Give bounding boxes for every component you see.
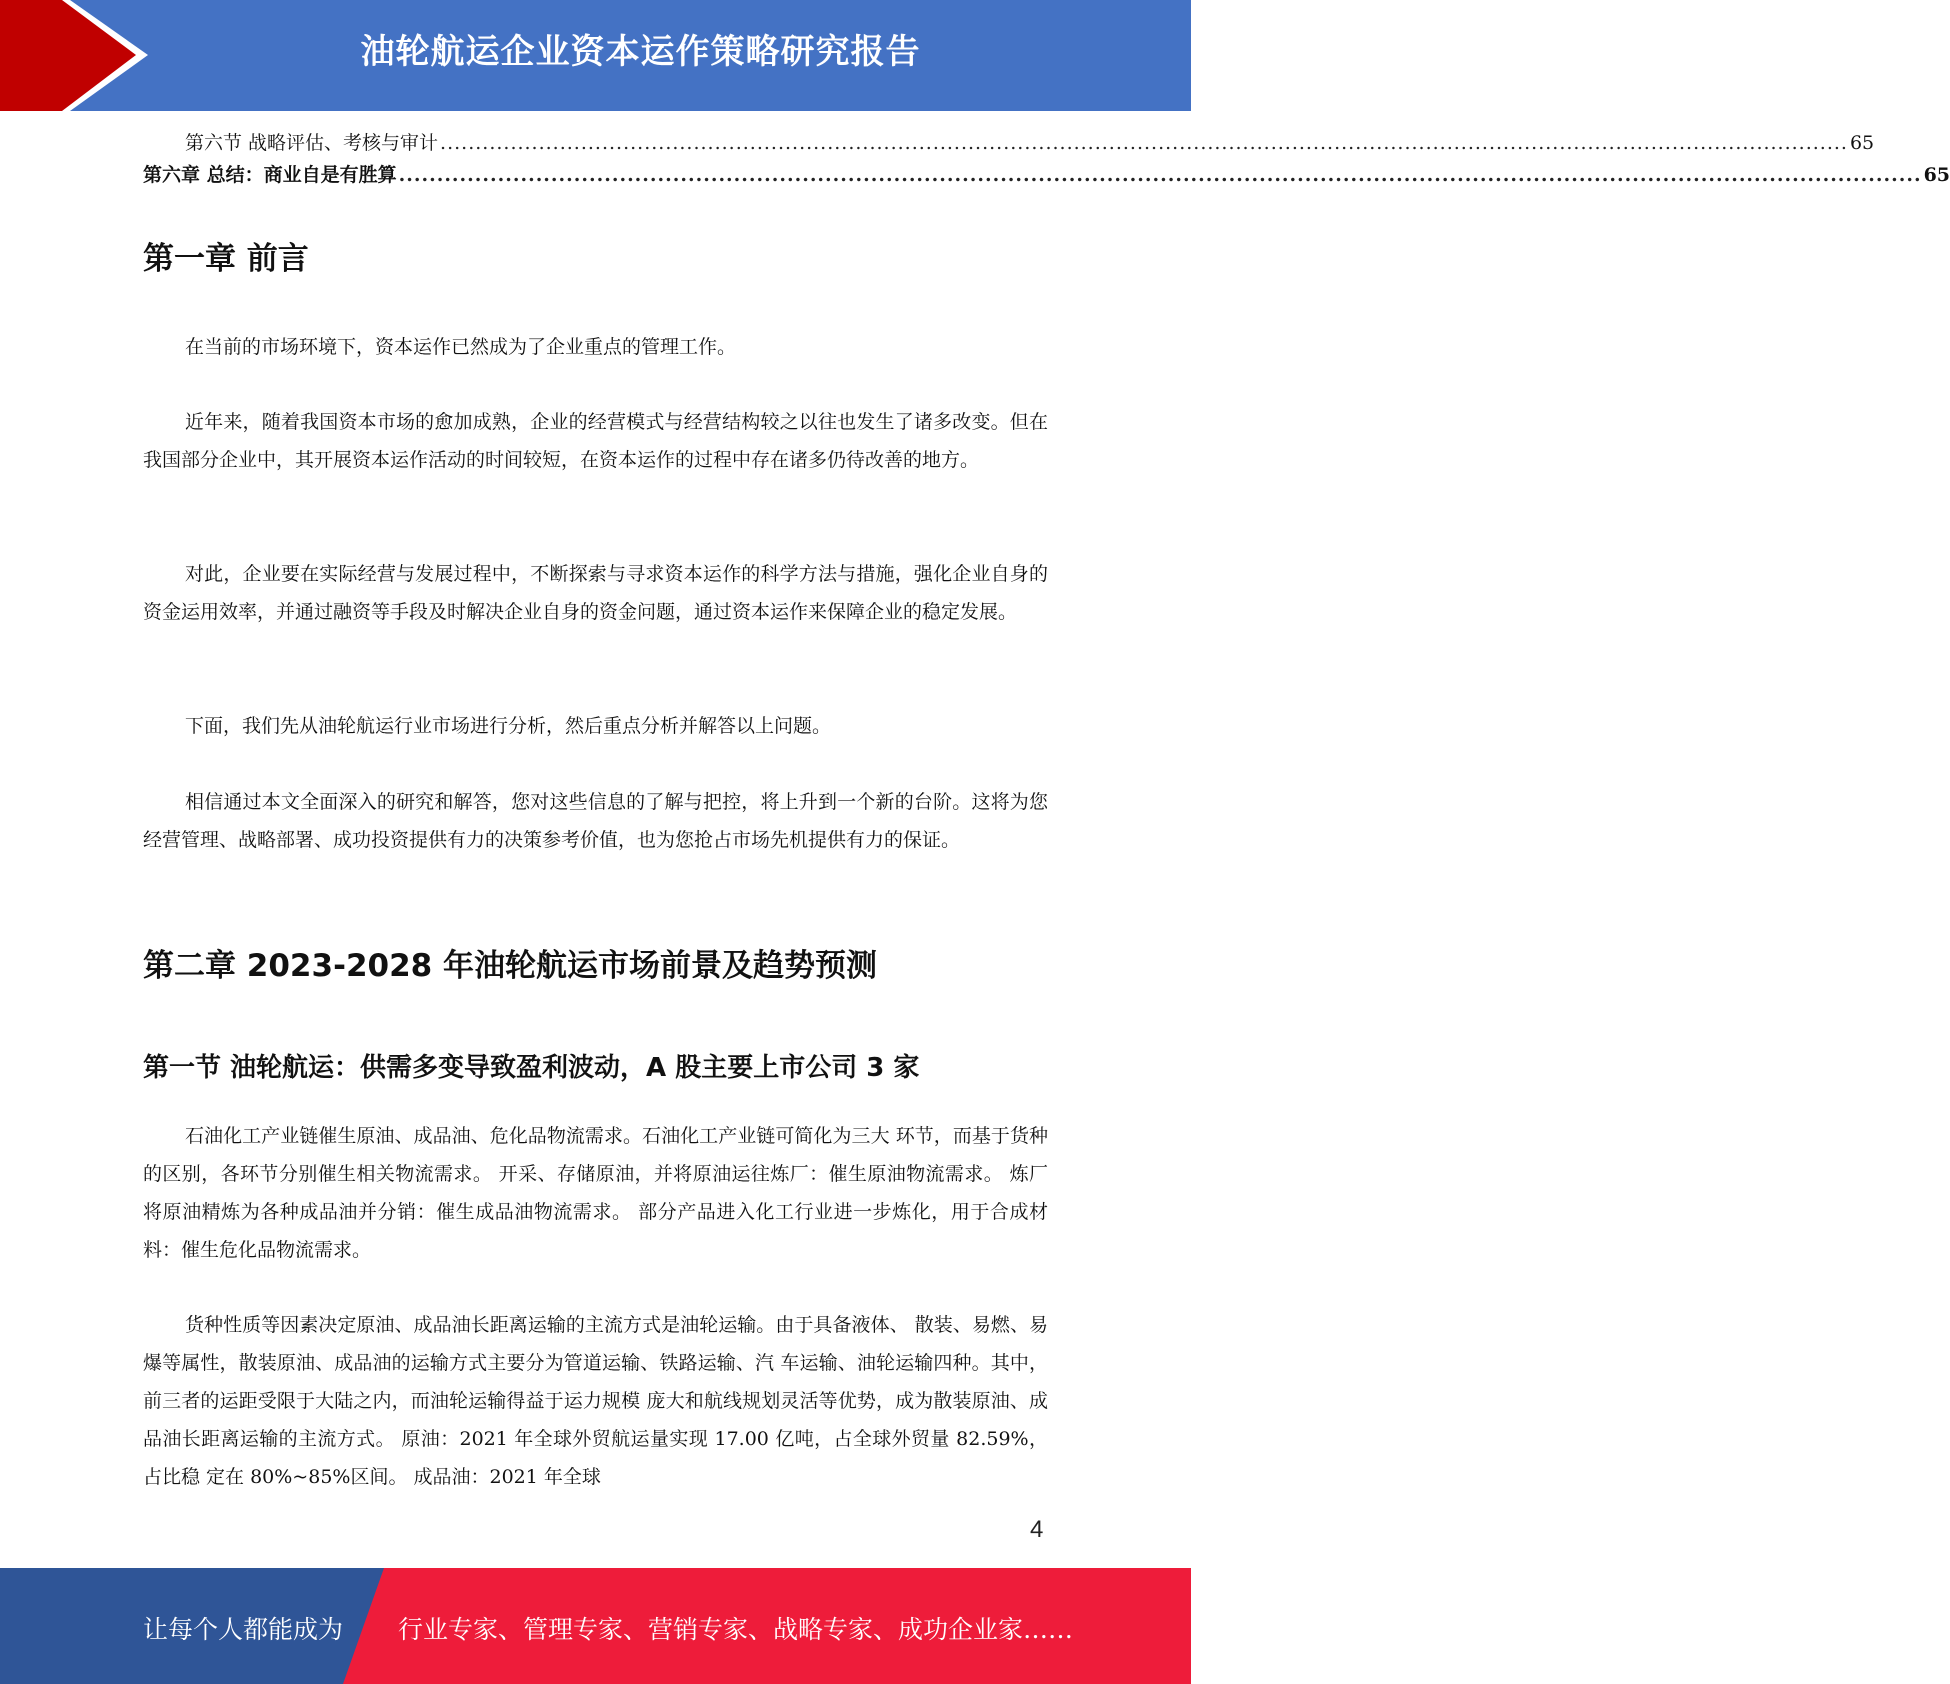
- paragraph: 在当前的市场环境下，资本运作已然成为了企业重点的管理工作。: [185, 336, 737, 358]
- paragraph: 对此，企业要在实际经营与发展过程中，不断探索与寻求资本运作的科学方法与措施，强化企业自身的资金运用效率，并通过融资等手段及时解决企业自身的资金问题，通过资本运作来保障企业的稳定发展。: [143, 563, 1048, 623]
- toc-entry-label: 第六章 总结：商业自是有胜算: [143, 164, 397, 186]
- toc-entry-page: 65: [1849, 132, 1875, 154]
- paragraph: 相信通过本文全面深入的研究和解答，您对这些信息的了解与把控，将上升到一个新的台阶。这将为您经营管理、战略部署、成功投资提供有力的决策参考价值，也为您抢占市场先机提供有力的保证。: [143, 791, 1048, 851]
- paragraph: 石油化工产业链催生原油、成品油、危化品物流需求。石油化工产业链可简化为三大 环节，而基于货种的区别，各环节分别催生相关物流需求。 开采、存储原油，并将原油运往炼厂：催生原油物流需求。 炼厂将原油精炼为各种成品油并分销：催生成品油物流需求。 部分产品进入化工行业进一步炼化，用于合成材料：催生危化品物流需求。: [143, 1125, 1048, 1261]
- toc-entry-label: 第六节 战略评估、考核与审计: [185, 132, 439, 154]
- toc-leader-dots: ........................................................................................................................................................................................................: [440, 132, 1848, 154]
- toc-leader-dots: ........................................................................................................................................................................................................: [398, 164, 1922, 186]
- paragraph: 货种性质等因素决定原油、成品油长距离运输的主流方式是油轮运输。由于具备液体、 散装、易燃、易爆等属性，散装原油、成品油的运输方式主要分为管道运输、铁路运输、汽 车运输、油轮运输四种。其中，前三者的运距受限于大陆之内，而油轮运输得益于运力规模 庞大和航线规划灵活等优势，成为散装原油、成品油长距离运输的主流方式。 原油：2021 年全球外贸航运量实现 17.00 亿吨，占全球外贸量 82.59%，占比稳 定在 80%~85%区间。 成品油：2021 年全球: [143, 1314, 1048, 1488]
- header-arrow-decoration: [0, 0, 160, 111]
- toc-entry[interactable]: [143, 127, 1875, 159]
- toc-entry-page: 65: [1923, 164, 1950, 186]
- table-of-contents: [143, 127, 1950, 191]
- paragraph: 近年来，随着我国资本市场的愈加成熟，企业的经营模式与经营结构较之以往也发生了诸多改变。但在我国部分企业中，其开展资本运作活动的时间较短，在资本运作的过程中存在诸多仍待改善的地方。: [143, 411, 1048, 471]
- footer-slogan-right: 行业专家、管理专家、营销专家、战略专家、成功企业家……: [398, 1615, 1074, 1644]
- page-number: 4: [1030, 1516, 1044, 1543]
- paragraph: 下面，我们先从油轮航运行业市场进行分析，然后重点分析并解答以上问题。: [185, 715, 832, 737]
- chapter-2-heading: 第二章 2023-2028 年油轮航运市场前景及趋势预测: [143, 948, 878, 984]
- header-band: [0, 0, 1191, 111]
- footer-slogan-left: 让每个人都能成为: [143, 1615, 344, 1644]
- footer-band: [0, 1568, 1191, 1684]
- toc-entry[interactable]: [143, 159, 1950, 191]
- report-title: 油轮航运企业资本运作策略研究报告: [360, 32, 921, 72]
- section-1-heading: 第一节 油轮航运：供需多变导致盈利波动，A 股主要上市公司 3 家: [143, 1053, 920, 1083]
- chapter-1-heading: 第一章 前言: [143, 241, 309, 277]
